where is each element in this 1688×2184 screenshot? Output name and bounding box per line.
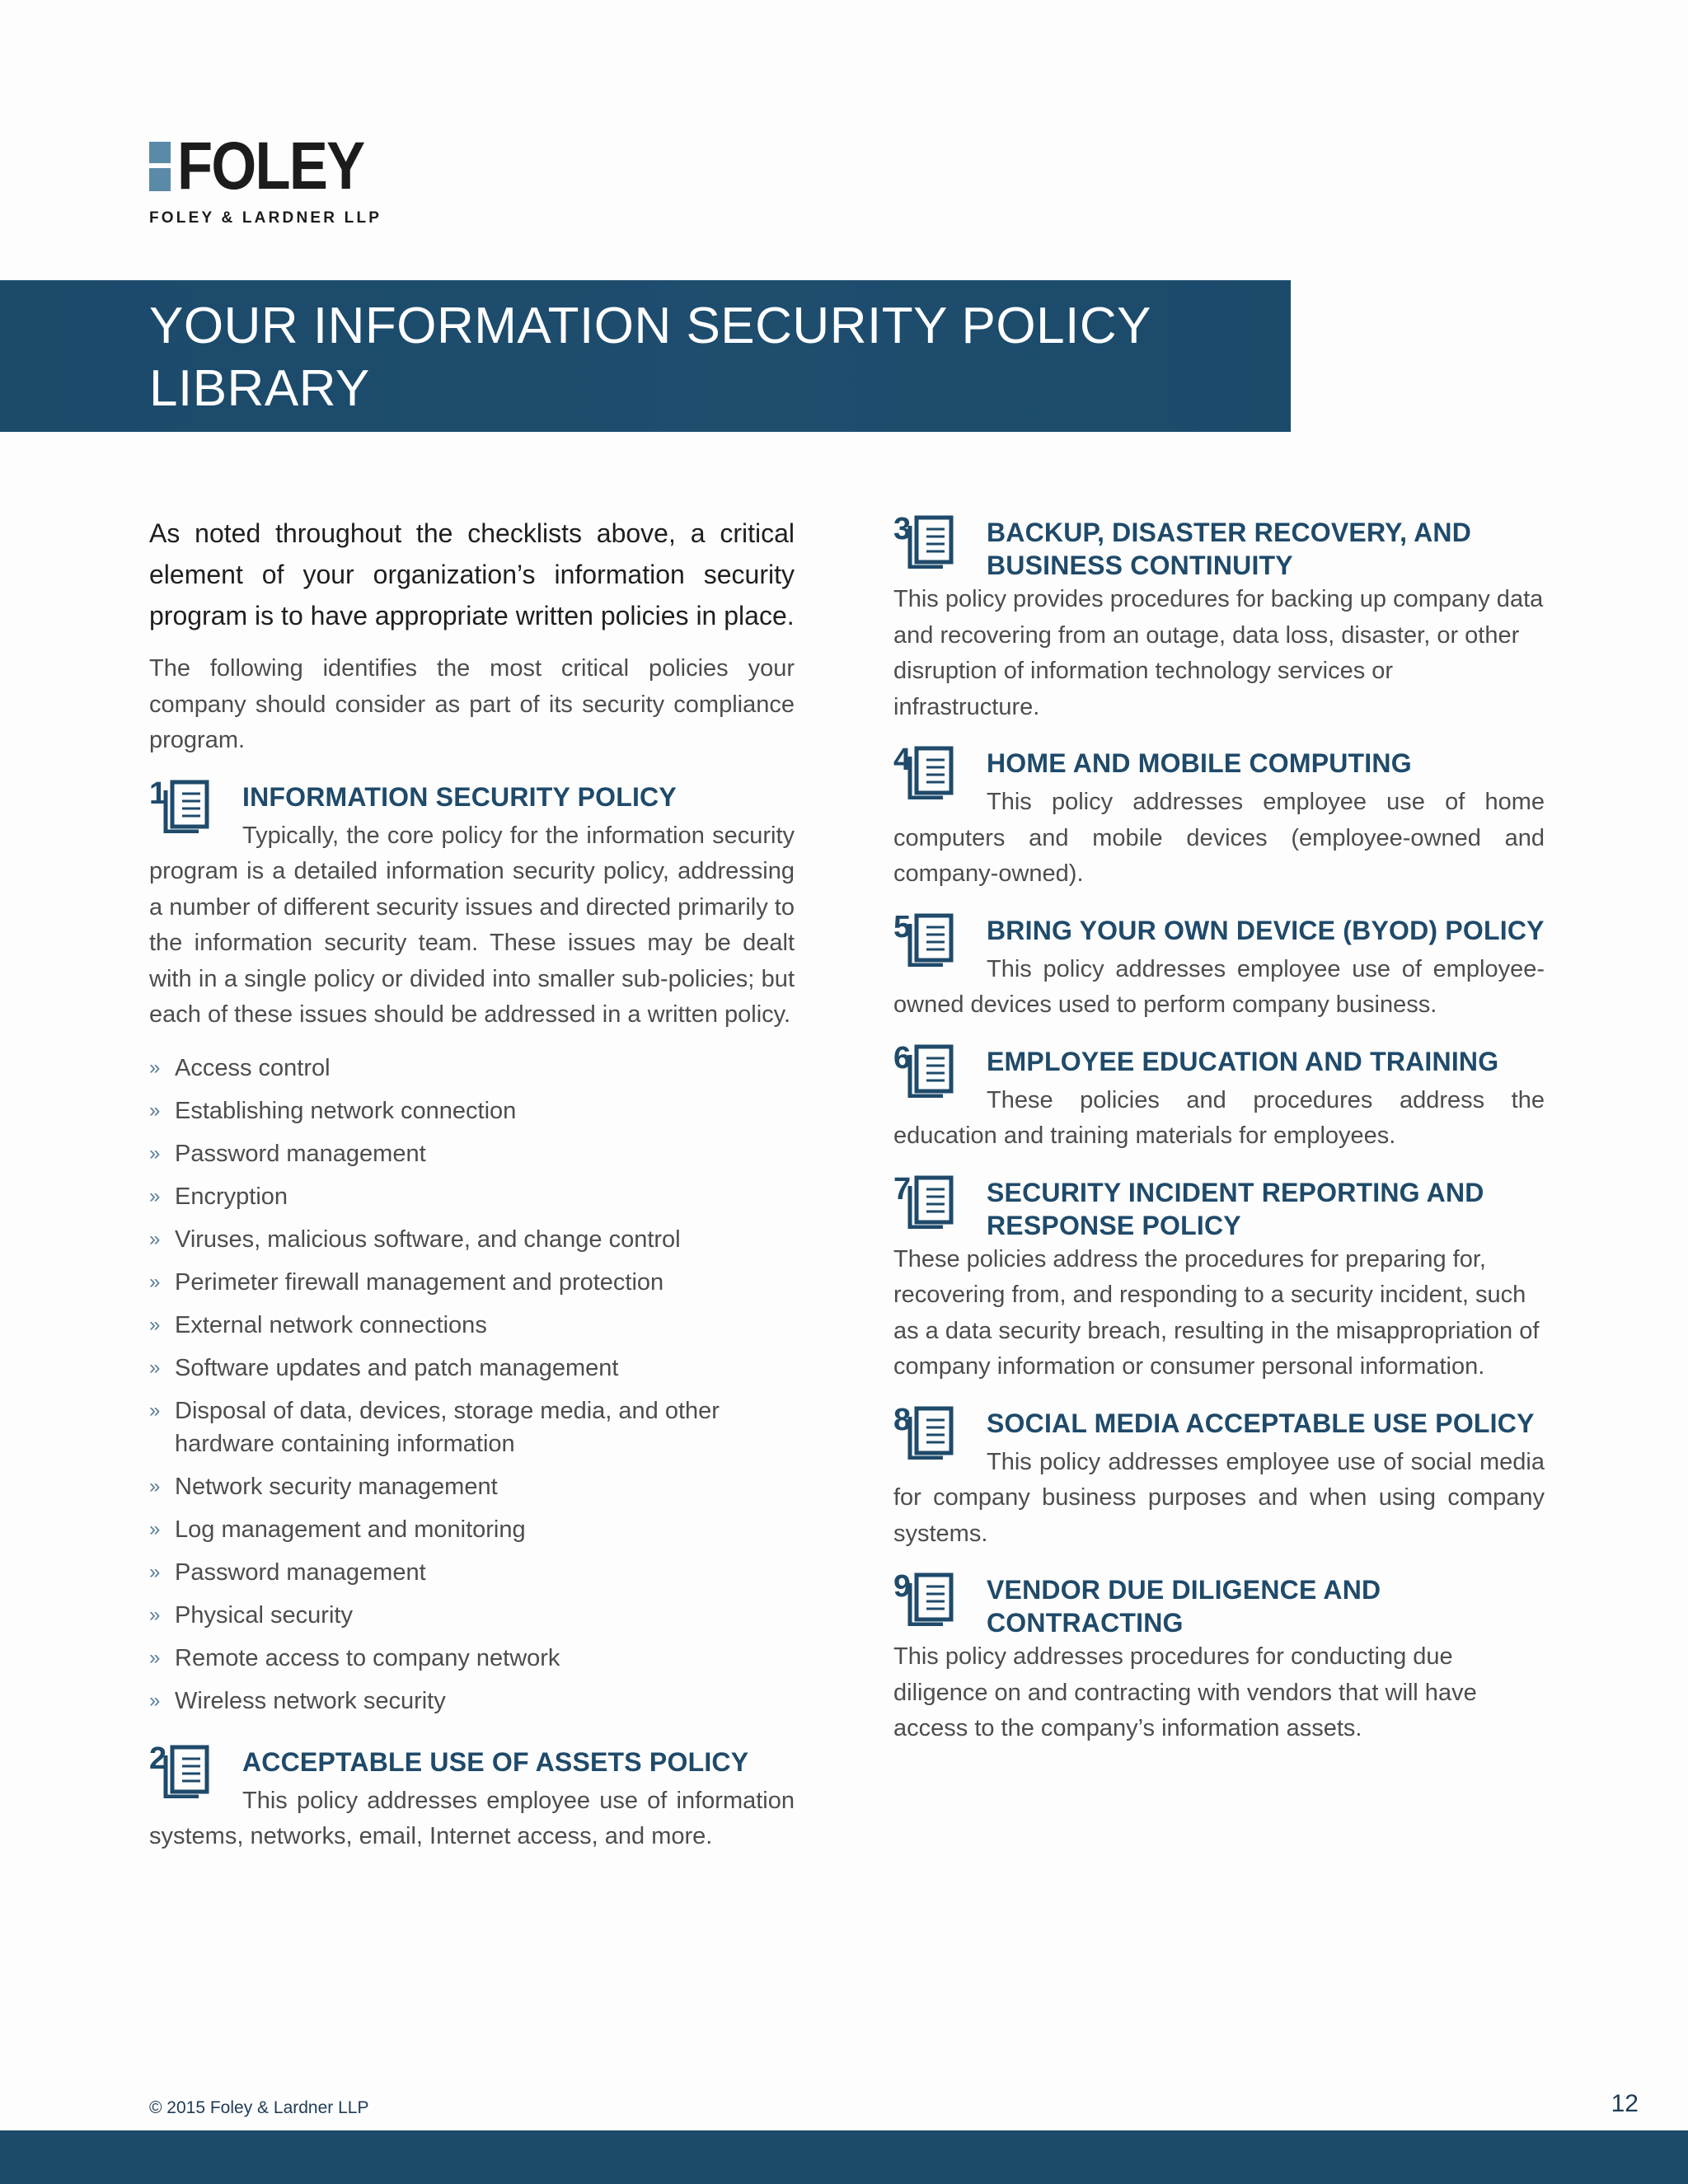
section-3 — [893, 513, 1545, 725]
section-number: 8 — [893, 1402, 912, 1437]
section-title: ACCEPTABLE USE OF ASSETS POLICY — [242, 1746, 749, 1777]
document-stack-icon — [893, 513, 987, 575]
footer-bar — [0, 2130, 1688, 2184]
section-number: 2 — [149, 1741, 167, 1776]
chevron-right-icon: » — [149, 1517, 161, 1540]
section-number: 4 — [893, 743, 912, 777]
document-stack-icon — [149, 777, 242, 840]
logo-wordmark: FOLEY — [177, 129, 364, 204]
chevron-right-icon: » — [149, 1689, 161, 1712]
section-7 — [893, 1173, 1545, 1385]
list-item: » Log management and monitoring — [149, 1513, 795, 1546]
chevron-right-icon: » — [149, 1184, 161, 1207]
section-body: These policies and procedures address the education and training materials for employees. — [893, 1086, 1545, 1149]
list-item: » Physical security — [149, 1599, 795, 1632]
intro-lead: As noted throughout the checklists above, a critical element of your organization’s information security program is to have appropriate written policies in place. — [149, 518, 795, 630]
section-number: 3 — [893, 512, 912, 546]
chevron-right-icon: » — [149, 1056, 161, 1079]
security-issues-list — [149, 1052, 795, 1718]
page-number: 12 — [1611, 2090, 1639, 2117]
list-item: » Password management — [149, 1137, 795, 1170]
list-item: » Remote access to company network — [149, 1642, 795, 1675]
list-item: » Establishing network connection — [149, 1094, 795, 1127]
list-item: » Viruses, malicious software, and change control — [149, 1223, 795, 1256]
section-number: 6 — [893, 1040, 912, 1076]
section-title: BACKUP, DISASTER RECOVERY, AND BUSINESS CONTINUITY — [987, 518, 1472, 580]
section-title: SECURITY INCIDENT REPORTING AND RESPONSE POLICY — [987, 1177, 1484, 1240]
title-banner — [0, 280, 1291, 432]
list-item: » Wireless network security — [149, 1685, 795, 1718]
chevron-right-icon: » — [149, 1646, 161, 1669]
section-body: This policy provides procedures for backing up company data and recovering from an outage, data loss, disaster, or other disruption of information technology services or infrastructure. — [893, 586, 1544, 720]
chevron-right-icon: » — [149, 1141, 161, 1165]
document-stack-icon — [893, 743, 987, 806]
section-number: 1 — [149, 776, 167, 811]
section-title: BRING YOUR OWN DEVICE (BYOD) POLICY — [987, 915, 1545, 945]
document-stack-icon — [893, 911, 987, 973]
document-stack-icon — [149, 1742, 242, 1805]
chevron-right-icon: » — [149, 1603, 161, 1626]
section-body: This policy addresses employee use of social media for company business purposes and when using company systems. — [893, 1448, 1545, 1547]
section-2 — [149, 1742, 795, 1855]
section-9 — [893, 1570, 1545, 1747]
list-item: » Network security management — [149, 1470, 795, 1503]
section-body: This policy addresses procedures for conducting due diligence on and contracting with vendors that will have access to the company’s information assets. — [893, 1643, 1477, 1741]
foley-logo — [149, 129, 394, 227]
chevron-right-icon: » — [149, 1356, 161, 1379]
list-item: » External network connections — [149, 1309, 795, 1342]
chevron-right-icon: » — [149, 1560, 161, 1583]
list-item: » Encryption — [149, 1180, 795, 1213]
section-number: 9 — [893, 1569, 912, 1604]
section-number: 5 — [893, 909, 912, 944]
section-4 — [893, 743, 1545, 893]
chevron-right-icon: » — [149, 1270, 161, 1293]
section-title: HOME AND MOBILE COMPUTING — [987, 748, 1412, 778]
document-stack-icon — [893, 1570, 987, 1633]
section-title: EMPLOYEE EDUCATION AND TRAINING — [987, 1046, 1499, 1076]
section-body: This policy addresses employee use of employee-owned devices used to perform company business. — [893, 955, 1545, 1018]
section-1 — [149, 777, 795, 1033]
intro-text: The following identifies the most critical policies your company should consider as part of its security compliance program. — [149, 655, 795, 753]
section-number: 7 — [893, 1171, 912, 1207]
document-stack-icon — [893, 1042, 987, 1104]
footer-copyright: © 2015 Foley & Lardner LLP — [149, 2098, 369, 2117]
list-item: » Software updates and patch management — [149, 1352, 795, 1385]
logo-mark-icon — [149, 142, 171, 191]
chevron-right-icon: » — [149, 1313, 161, 1336]
document-stack-icon — [893, 1173, 987, 1235]
chevron-right-icon: » — [149, 1227, 161, 1250]
chevron-right-icon: » — [149, 1474, 161, 1497]
section-body: This policy addresses employee use of information systems, networks, email, Internet access, and more. — [149, 1787, 795, 1849]
section-5 — [893, 911, 1545, 1024]
right-column — [893, 513, 1545, 1765]
chevron-right-icon: » — [149, 1099, 161, 1122]
chevron-right-icon: » — [149, 1399, 161, 1422]
section-body: This policy addresses employee use of home computers and mobile devices (employee-owned and company-owned). — [893, 789, 1545, 887]
section-body: Typically, the core policy for the information security program is a detailed information security policy, addressing a number of different security issues and directed primarily to the information security team. These issues may be dealt with in a single policy or divided into smaller sub-policies; but each of these issues should be addressed in a written policy. — [149, 822, 795, 1028]
section-title: SOCIAL MEDIA ACCEPTABLE USE POLICY — [987, 1408, 1535, 1438]
list-item: » Perimeter firewall management and protection — [149, 1266, 795, 1299]
section-8 — [893, 1404, 1545, 1553]
list-item: » Access control — [149, 1052, 795, 1085]
left-column — [149, 513, 795, 1873]
section-body: These policies address the procedures for preparing for, recovering from, and responding to a security incident, such as a data security breach, resulting in the misappropriation of company information or consumer personal information. — [893, 1245, 1540, 1380]
section-title: INFORMATION SECURITY POLICY — [242, 781, 677, 812]
section-title: VENDOR DUE DILIGENCE AND CONTRACTING — [987, 1575, 1381, 1638]
list-item: » Password management — [149, 1556, 795, 1589]
document-stack-icon — [893, 1404, 987, 1466]
logo-subtitle: FOLEY & LARDNER LLP — [149, 209, 382, 227]
section-6 — [893, 1042, 1545, 1155]
page-title: YOUR INFORMATION SECURITY POLICY LIBRARY — [149, 298, 1151, 417]
list-item: » Disposal of data, devices, storage media, and other hardware containing information — [149, 1394, 795, 1460]
